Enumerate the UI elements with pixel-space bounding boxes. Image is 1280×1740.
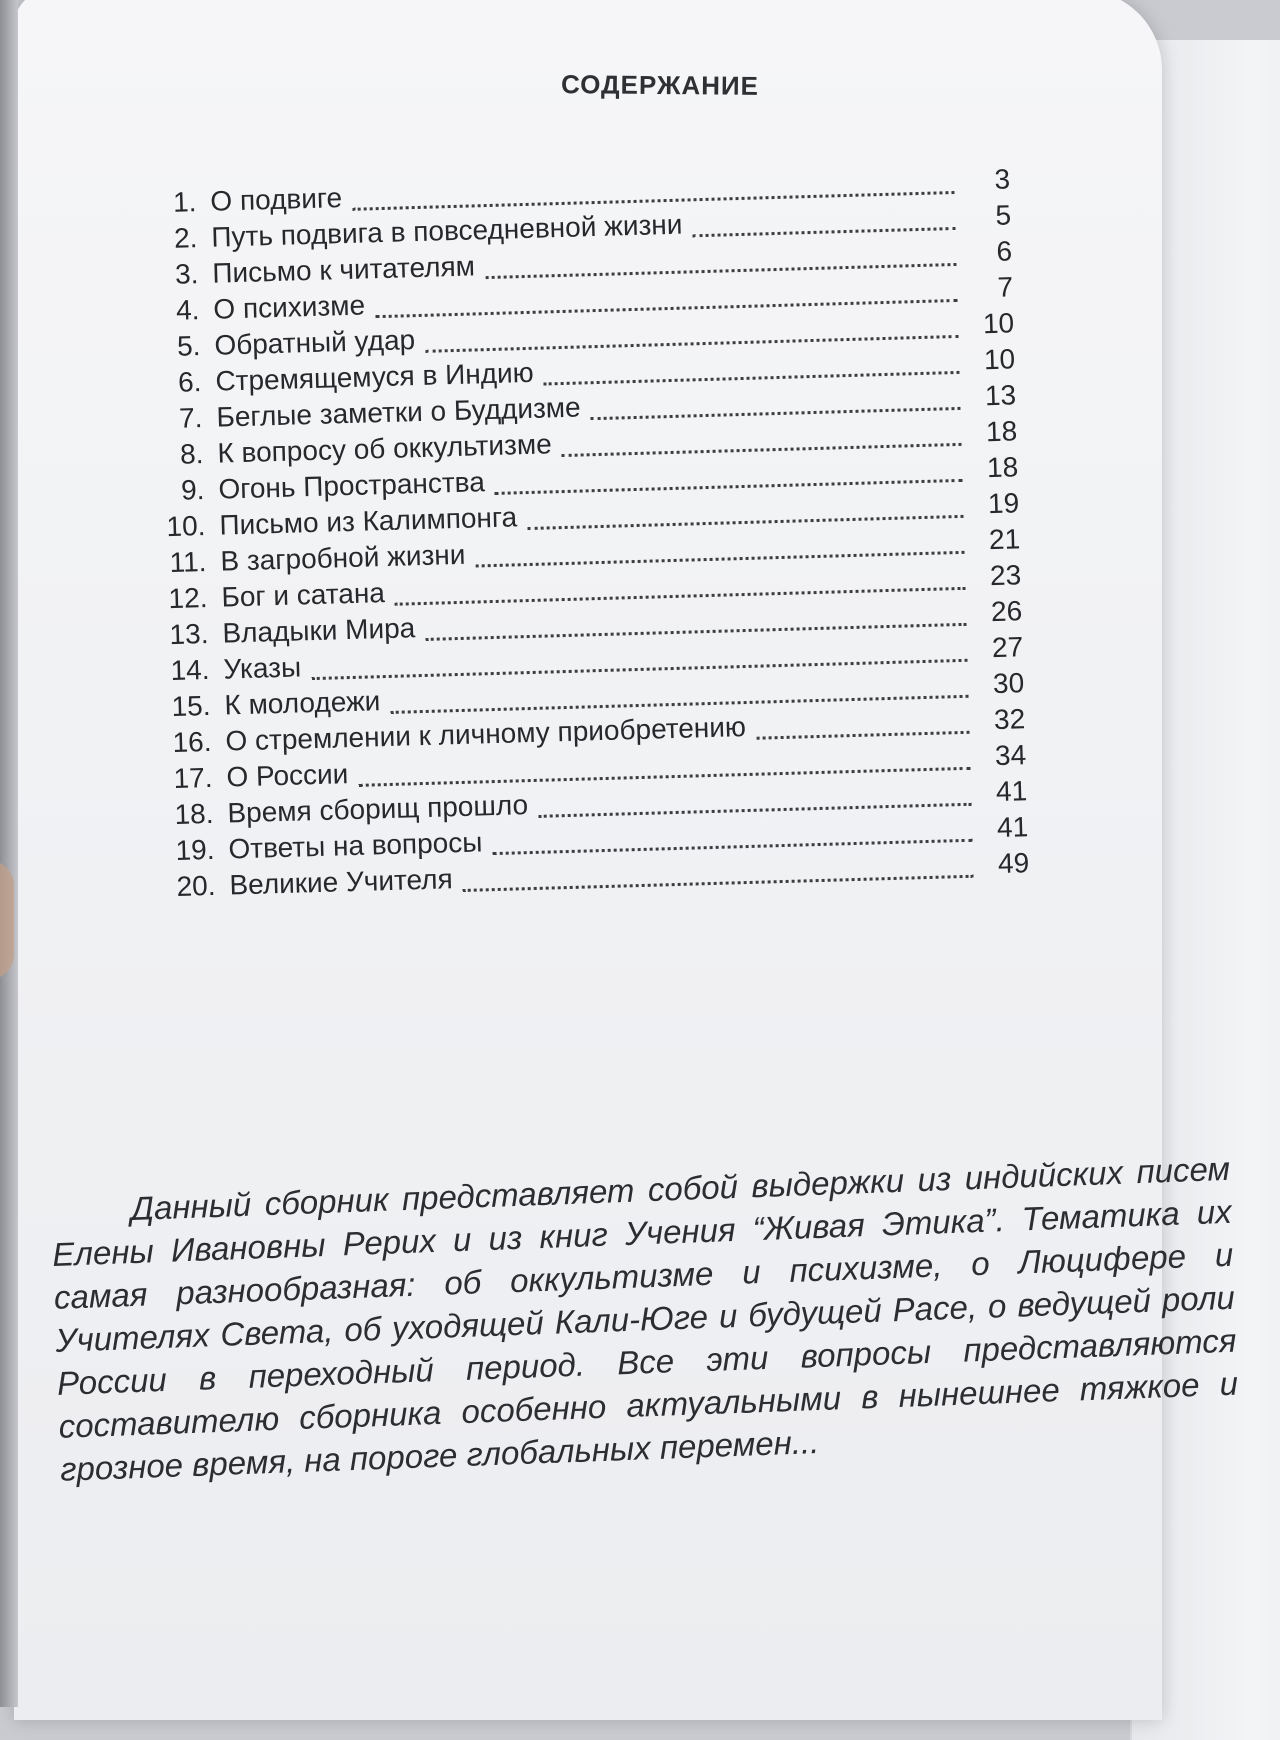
- toc-entry-number: 15.: [171, 689, 211, 723]
- toc-entry-page: 21: [988, 523, 1021, 556]
- toc-entry-title: Владыки Мира: [222, 612, 416, 649]
- toc-entry-title: Беглые заметки о Буддизме: [215, 391, 582, 433]
- page-title: СОДЕРЖАНИЕ: [560, 69, 760, 101]
- toc-entry-title: К молодежи: [224, 685, 381, 721]
- toc-entry-number: 2.: [173, 222, 198, 254]
- toc-entry-title: Стремящемуся в Индию: [214, 356, 535, 397]
- toc-entry-number: 14.: [170, 653, 210, 687]
- toc-entry-page: 23: [989, 559, 1022, 592]
- toc-entry-title: Огонь Пространства: [218, 466, 486, 505]
- toc-entry-title: Указы: [223, 651, 302, 685]
- page-edge-shadow: [0, 0, 18, 1707]
- dot-leader: [756, 731, 969, 740]
- toc-entry-page: 30: [992, 667, 1025, 700]
- toc-entry-title: Письмо из Калимпонга: [219, 501, 518, 541]
- toc-entry-number: 16.: [172, 725, 212, 759]
- toc-entry-page: 18: [986, 451, 1019, 484]
- toc-entry-title: В загробной жизни: [220, 538, 466, 577]
- finger-holding-page: [0, 860, 14, 980]
- toc-entry-title: Бог и сатана: [221, 577, 386, 613]
- toc-entry-title: О России: [226, 758, 349, 793]
- toc-entry-title: О стремлении к личному приобретению: [225, 711, 747, 757]
- table-of-contents: [130, 163, 1030, 907]
- toc-entry-number: 8.: [179, 438, 204, 470]
- toc-entry-page: 5: [995, 199, 1012, 231]
- toc-entry-title: Ответы на вопросы: [228, 826, 483, 865]
- toc-entry-title: К вопросу об оккультизме: [217, 428, 553, 469]
- toc-entry-page: 10: [983, 343, 1016, 376]
- toc-entry-title: Письмо к читателям: [211, 250, 476, 289]
- toc-entry-number: 12.: [168, 582, 208, 615]
- toc-entry-page: 19: [987, 487, 1020, 520]
- toc-entry-title: Время сборищ прошло: [227, 789, 529, 829]
- toc-entry-page: 18: [985, 415, 1018, 448]
- toc-entry-title: Путь подвига в повседневной жизни: [210, 208, 683, 253]
- toc-entry-number: 6.: [177, 366, 202, 398]
- toc-entry-page: 3: [994, 163, 1011, 195]
- toc-entry-page: 32: [993, 703, 1026, 736]
- toc-entry-page: 49: [997, 847, 1030, 880]
- annotation-paragraph: Данный сборник представляет собой выдержки из индийских писем Елены Ивановны Рерих и из книг Учения “Живая Этика”. Тематика их самая разнообразная: об оккультизме и психизме, о Люцифере и Учителях Света, об уходящей Кали-Юге и будущей Расе, о ведущей роли России в переходный период. Все эти вопросы представляются составителю сборника особенно актуальными в нынешнее тяжкое и грозное время, на пороге глобальных перемен...: [51, 1149, 1239, 1488]
- dot-leader: [693, 227, 956, 237]
- toc-entry-title: Обратный удар: [213, 324, 416, 361]
- toc-entry-number: 9.: [180, 474, 205, 506]
- toc-entry-number: 1.: [172, 186, 197, 218]
- toc-entry-page: 26: [990, 595, 1023, 628]
- toc-entry-number: 13.: [169, 617, 209, 651]
- toc-entry-number: 17.: [173, 761, 213, 795]
- toc-entry-title: О подвиге: [209, 182, 343, 217]
- toc-entry-page: 13: [984, 379, 1017, 412]
- toc-entry-page: 6: [996, 235, 1013, 267]
- toc-entry-page: 34: [994, 739, 1027, 772]
- toc-entry-number: 4.: [175, 294, 200, 326]
- toc-entry-title: Великие Учителя: [229, 863, 454, 901]
- toc-entry-number: 18.: [174, 797, 214, 830]
- toc-entry-number: 11.: [169, 546, 207, 579]
- toc-entry-number: 7.: [178, 402, 203, 434]
- toc-entry-page: 41: [995, 775, 1028, 808]
- toc-entry-number: 19.: [175, 833, 215, 866]
- toc-entry-page: 27: [991, 631, 1024, 664]
- toc-entry-number: 10.: [166, 510, 206, 543]
- toc-entry-page: 41: [996, 811, 1029, 844]
- toc-entry-number: 3.: [174, 258, 199, 290]
- toc-entry-title: О психизме: [212, 289, 366, 325]
- toc-entry-page: 7: [997, 271, 1014, 303]
- toc-entry-page: 10: [982, 307, 1015, 340]
- toc-entry-number: 5.: [176, 330, 201, 362]
- toc-entry-number: 20.: [176, 869, 216, 902]
